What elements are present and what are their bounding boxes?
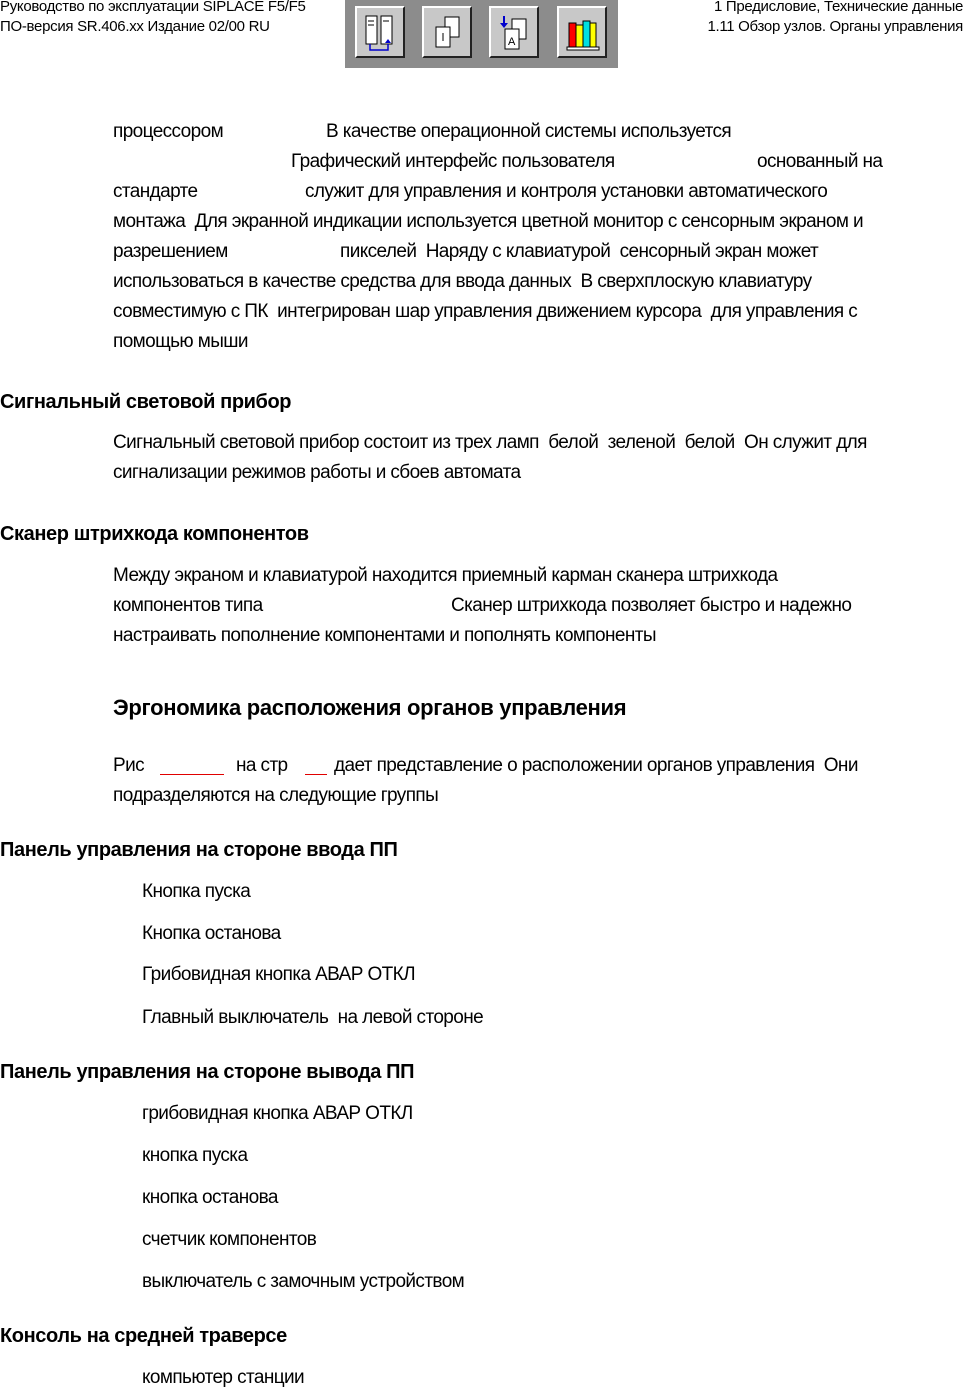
header-chapter: 1 Предисловие, Технические данные <box>713 0 963 15</box>
list-item: Грибовидная кнопка АВАР ОТКЛ <box>142 964 415 985</box>
header-version: ПО-версия SR.406.xx Издание 02/00 RU <box>0 18 270 35</box>
heading-barcode-scanner: Сканер штрихкода компонентов <box>0 523 309 545</box>
intro-text: монтажа Для экранной индикации используется цветной монитор с сенсорным экраном и <box>113 211 864 232</box>
intro-text: Графический интерфейс пользователя <box>291 151 615 172</box>
list-item: кнопка пуска <box>142 1145 248 1166</box>
documents-icon <box>496 13 534 53</box>
navigation-toolbar <box>345 0 618 68</box>
contents-icon <box>362 13 400 53</box>
pages-button[interactable] <box>422 6 472 58</box>
list-item: кнопка останова <box>142 1187 278 1208</box>
intro-text: разрешением <box>113 241 228 262</box>
ergonomics-text: дает представление о расположении органов управления Они <box>334 755 858 776</box>
scanner-text: Между экраном и клавиатурой находится приемный карман сканера штрихкода <box>113 565 778 586</box>
intro-text: стандарте <box>113 181 198 202</box>
list-item: Кнопка останова <box>142 923 281 944</box>
list-item: грибовидная кнопка АВАР ОТКЛ <box>142 1103 413 1124</box>
contents-button[interactable] <box>355 6 405 58</box>
scanner-text: Сканер штрихкода позволяет быстро и надежно <box>451 595 852 616</box>
heading-ergonomics: Эргономика расположения органов управления <box>113 695 627 720</box>
header-manual-title: Руководство по эксплуатации SIPLACE F5/F5 <box>0 0 306 15</box>
intro-text: процессором <box>113 121 224 142</box>
heading-console: Консоль на средней траверсе <box>0 1325 287 1347</box>
heading-input-panel: Панель управления на стороне ввода ПП <box>0 839 398 861</box>
intro-text: совместимую с ПК интегрирован шар управления движением курсора для управления с <box>113 301 858 322</box>
signal-text: Сигнальный световой прибор состоит из трех ламп белой зеленой белой Он служит для <box>113 432 867 453</box>
heading-signal-light: Сигнальный световой прибор <box>0 391 292 413</box>
library-button[interactable] <box>557 6 607 58</box>
intro-text: основанный на <box>757 151 883 172</box>
list-item: компьютер станции <box>142 1367 305 1388</box>
heading-output-panel: Панель управления на стороне вывода ПП <box>0 1061 415 1083</box>
signal-text: сигнализации режимов работы и сбоев автомата <box>113 462 521 483</box>
page-reference-link[interactable] <box>305 774 327 775</box>
svg-text:A: A <box>508 36 516 48</box>
ergonomics-text: Рис <box>113 755 144 776</box>
figure-reference-link[interactable] <box>160 774 224 775</box>
ergonomics-text: подразделяются на следующие группы <box>113 785 439 806</box>
intro-text: пикселей Наряду с клавиатурой сенсорный экран может <box>340 241 819 262</box>
header-section: 1.11 Обзор узлов. Органы управления <box>707 18 963 35</box>
documents-button[interactable] <box>489 6 539 58</box>
list-item: Кнопка пуска <box>142 881 251 902</box>
scanner-text: компонентов типа <box>113 595 263 616</box>
list-item: счетчик компонентов <box>142 1229 317 1250</box>
intro-text: служит для управления и контроля установки автоматического <box>305 181 828 202</box>
pages-icon <box>429 13 467 53</box>
intro-text: использоваться в качестве средства для ввода данных В сверхплоскую клавиатуру <box>113 271 812 292</box>
scanner-text: настраивать пополнение компонентами и пополнять компоненты <box>113 625 656 646</box>
intro-text: В качестве операционной системы используется <box>326 121 732 142</box>
intro-text: помощью мыши <box>113 331 248 352</box>
library-icon <box>564 13 602 53</box>
ergonomics-text: на стр <box>236 755 288 776</box>
list-item: Главный выключатель на левой стороне <box>142 1007 484 1028</box>
list-item: выключатель с замочным устройством <box>142 1271 465 1292</box>
